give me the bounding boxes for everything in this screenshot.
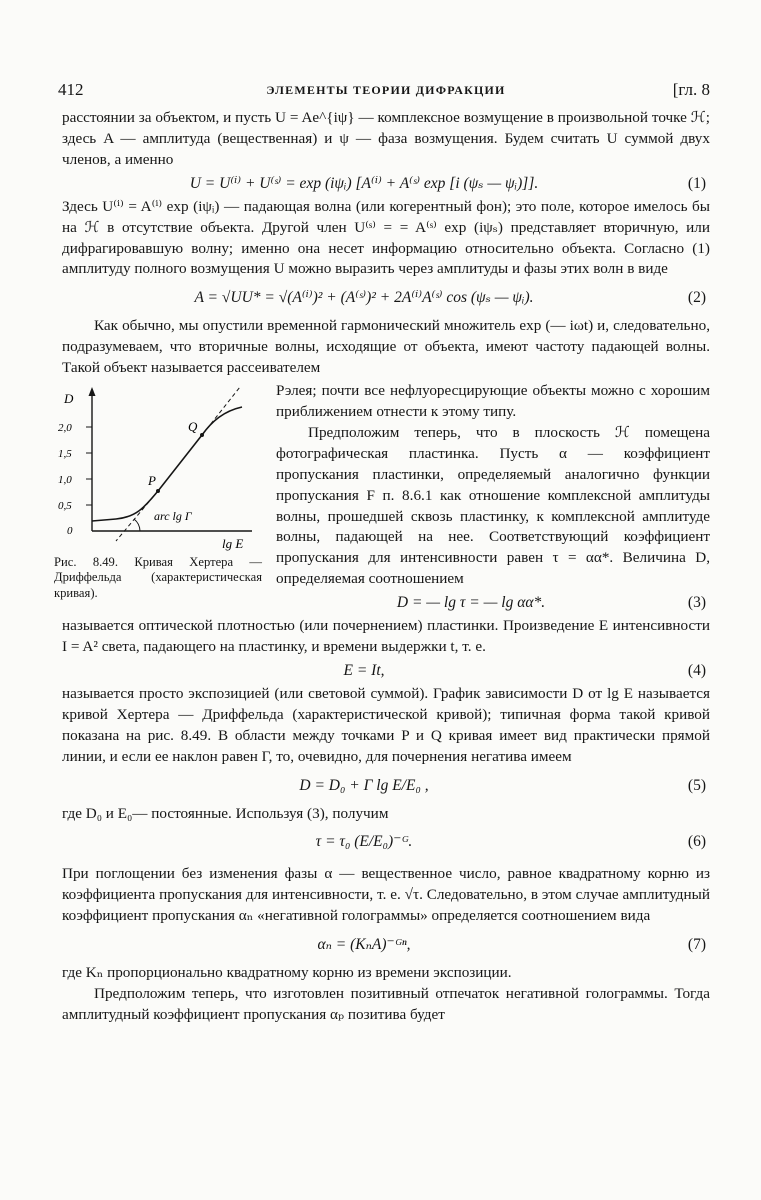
- paragraph: называется оптической плотностью (или почернением) пластинки. Произведение E интенсивности I = A² света, падающего на пластинку, и времени выдержки t, т. е.: [62, 617, 710, 656]
- chapter-label: [гл. 8: [672, 80, 710, 99]
- paragraph: Как обычно, мы опустили временной гармонический множитель exp (— iωt) и, следовательно, подразумеваем, что вторичные волны, исходящие от объекта, имеют частоту падающей волны. Такой объект называется рассеивателем: [62, 317, 710, 377]
- point-q-marker: [200, 433, 204, 437]
- y-tick-label: 2,0: [58, 422, 72, 435]
- paragraph: расстоянии за объектом, и пусть U = Ae^{iψ} — комплексное возмущение в произвольной точке ℋ; здесь A — амплитуда (вещественная) и ψ — фаза возмущения. Будем считать U суммой двух членов, а именно: [62, 109, 710, 168]
- equation-number: (4): [687, 661, 706, 679]
- equation-1: [62, 171, 710, 197]
- page-header: [58, 80, 710, 108]
- paragraph: где D₀ и E₀— постоянные. Используя (3), получим: [62, 804, 389, 822]
- equation-body: U = U⁽ⁱ⁾ + U⁽ˢ⁾ = exp (iψᵢ) [A⁽ⁱ⁾ + A⁽ˢ⁾ exp [i (ψₛ — ψᵢ)]].: [189, 174, 539, 192]
- angle-arc: [134, 519, 140, 531]
- tangent-extension-lower: [116, 491, 158, 541]
- y-tick-label: 0: [67, 525, 73, 538]
- equation-number: (7): [687, 936, 706, 954]
- page-number: 412: [58, 80, 84, 99]
- point-p-marker: [156, 489, 160, 493]
- equation-2: [62, 280, 710, 316]
- paragraph: Рэлея; почти все нефлуоресцирующие объекты можно с хорошим приближением отнести к этому типу.: [276, 382, 710, 420]
- paragraph: где Kₙ пропорционально квадратному корню из времени экспозиции.: [62, 964, 512, 982]
- equation-body: D = D₀ + Γ lg E/E₀ ,: [299, 776, 429, 794]
- figure-caption: Рис. 8.49. Кривая Хертера — Дриффельда (характеристическая кривая).: [54, 555, 262, 600]
- paragraph: Предположим теперь, что в плоскость ℋ помещена фотографическая пластинка. Пусть α — коэффициент пропускания пластинки, определяемый аналогично функции пропускания F п. 8.6.1 как отношение комплексной амплитуды волны, прошедшей сквозь пластинку, к комплексной амплитуде волны, падающей на нее. Соответствующий коэффициент пропускания для интенсивности равен τ = αα*. Величина D, определяемая соотношением: [276, 423, 710, 588]
- equation-3: [276, 590, 710, 616]
- paragraph: Здесь U⁽ⁱ⁾ = A⁽ⁱ⁾ exp (iψᵢ) — падающая волна (или когерентный фон); это поле, которое имелось бы на ℋ в отсутствие объекта. Другой член U⁽ˢ⁾ = = A⁽ˢ⁾ exp (iψₛ) представляет вторичную, или дифрагировавшую волну; именно она несет информацию относительно объекта. Согласно (1) амплитуду полного возмущения U можно выразить через амплитуды и фазы этих волн в виде: [62, 197, 710, 278]
- figure-8-49: [54, 381, 264, 601]
- y-tick-label: 1,5: [58, 448, 72, 461]
- paragraph: При поглощении без изменения фазы α — вещественное число, равное квадратному корню из коэффициента пропускания для интенсивности, т. е. √τ. Следовательно, в этом случае амплитудный коэффициент пропускания αₙ «негативной голограммы» определяется соотношением вида: [62, 865, 710, 925]
- figure-block: [54, 381, 710, 616]
- equation-number: (5): [687, 776, 706, 794]
- wrapped-text-column: [264, 381, 710, 616]
- paragraph: Предположим теперь, что изготовлен позитивный отпечаток негативной голограммы. Тогда амплитудный коэффициент пропускания αₚ позитива будет: [62, 985, 710, 1023]
- point-p-label: P: [148, 473, 156, 489]
- x-axis-label: lg E: [222, 536, 244, 552]
- equation-body: τ = τ₀ (E/E₀)⁻ᴳ.: [315, 833, 413, 851]
- y-axis-arrow: [89, 387, 96, 396]
- equation-number: (1): [687, 174, 706, 192]
- equation-5: [62, 768, 710, 804]
- y-tick-label: 0,5: [58, 500, 72, 513]
- equation-body: αₙ = (KₙA)⁻ᴳⁿ,: [317, 936, 411, 954]
- y-axis-label: D: [64, 391, 74, 407]
- running-title: ЭЛЕМЕНТЫ ТЕОРИИ ДИФРАКЦИИ: [266, 83, 506, 97]
- equation-body: D = — lg τ = — lg αα*.: [396, 594, 546, 612]
- equation-body: E = It,: [343, 661, 385, 679]
- equation-number: (6): [687, 833, 706, 851]
- equation-6: [62, 824, 710, 860]
- page: [54, 80, 710, 1026]
- angle-label: arc lg Γ: [154, 509, 192, 524]
- y-tick-label: 1,0: [58, 474, 72, 487]
- equation-number: (3): [687, 594, 706, 612]
- main-text: [54, 108, 710, 1026]
- paragraph: называется просто экспозицией (или световой суммой). График зависимости D от lg E называется кривой Хертера — Дриффельда (характеристической кривой); типичная форма такой кривой показана на рис. 8.49. В области между точками P и Q кривая имеет вид практически прямой линии, и если ее наклон равен Γ, то, очевидно, для почернения негатива имеем: [62, 684, 710, 765]
- tangent-extension-upper: [202, 387, 240, 435]
- characteristic-curve-chart: [54, 381, 264, 553]
- equation-body: A = √UU* = √(A⁽ⁱ⁾)² + (A⁽ˢ⁾)² + 2A⁽ⁱ⁾A⁽ˢ⁾ cos (ψₛ — ψᵢ).: [194, 289, 534, 307]
- characteristic-curve: [92, 407, 242, 524]
- equation-4: [62, 658, 710, 684]
- point-q-label: Q: [188, 419, 198, 435]
- equation-7: [62, 927, 710, 963]
- equation-number: (2): [687, 289, 706, 307]
